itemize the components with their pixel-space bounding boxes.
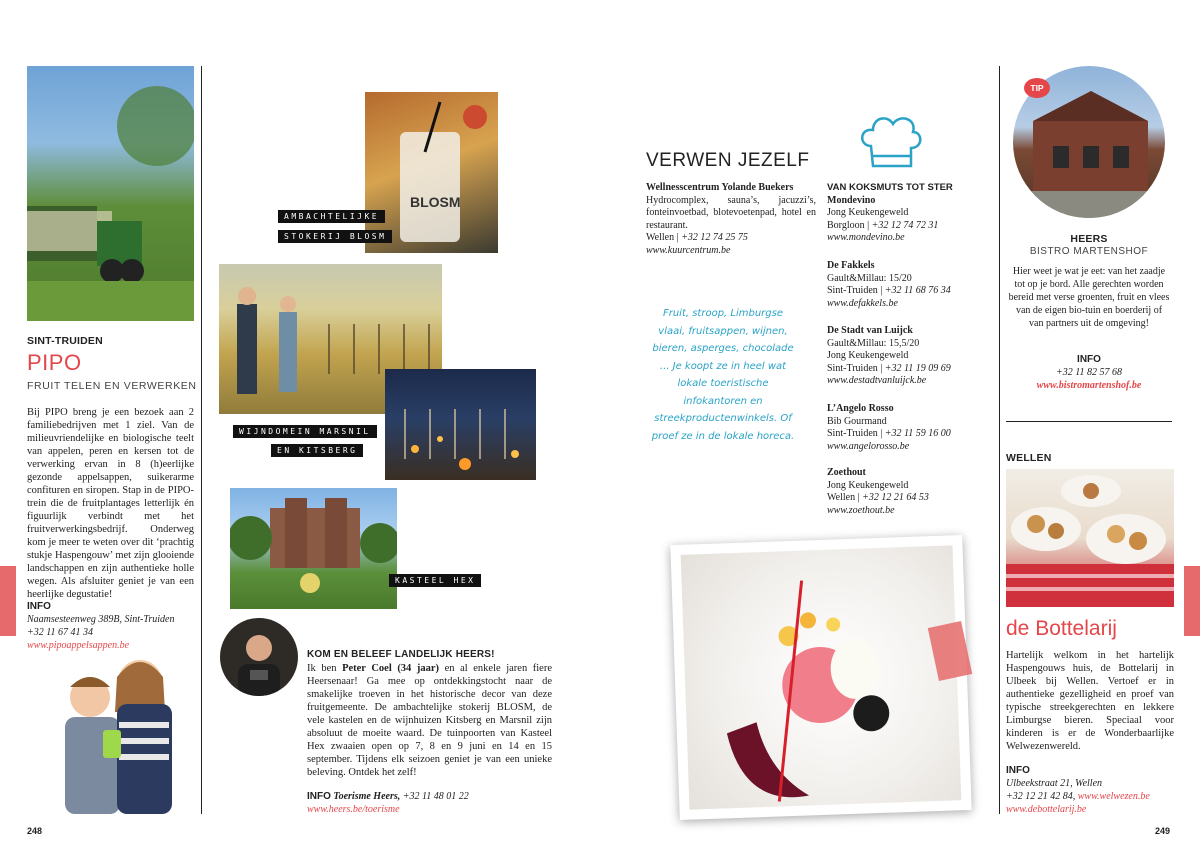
pipo-train-photo — [27, 66, 194, 321]
pipo-url[interactable]: www.pipoappelsappen.be — [27, 640, 130, 651]
heers-story-heading: KOM EN BELEEF LANDELIJK HEERS! — [307, 649, 495, 660]
wellness-url[interactable]: www.kuurcentrum.be — [646, 244, 731, 256]
kasteel-hex-photo — [230, 488, 397, 609]
right-edge-tab — [1184, 566, 1200, 636]
heers-story-body: Ik ben Peter Coel (34 jaar) en al enkele jaren fiere Heersenaar! Ga mee op ontdekkingstocht naar de smakelijke troeven in het historische decor van deze fruitgemeente. De ambachtelijke stokerij BLOSM, de vele kastelen en de wijnhuizen Kitsberg en Marsnil zijn absoluut de moeite waard. De tuinpoorten van Kasteel Hex zwaaien open op 7, 8 en 9 juni en 14 en 15 september. Tijdens elk seizoen geniet je van een unieke beleving. Ontdek het zelf! — [307, 663, 553, 778]
pipo-info-label: INFO — [27, 601, 51, 612]
restaurant-mondevino: VAN KOKSMUTS TOT STER Mondevino Jong Keukengeweld Borgloon | +32 12 74 72 31 www.mondevino.be — [827, 182, 953, 243]
page-number-left: 248 — [27, 826, 43, 836]
pipo-title: PIPO — [27, 350, 82, 375]
pipo-phone: +32 11 67 41 34 — [27, 627, 94, 638]
tip-badge: TIP — [1024, 78, 1050, 98]
blosm-label-2: STOKERIJ BLOSM — [278, 230, 392, 243]
left-edge-tab — [0, 566, 16, 636]
heers-story-url[interactable]: www.heers.be/toerisme — [307, 804, 400, 815]
bistro-body: Hier weet je wat je eet: van het zaadje tot op je bord. Alle gerechten worden bereid met verse groenten, fruit en vlees van de eigen bio-tuin en boerderij of van partners uit de omgeving! — [1008, 266, 1170, 329]
bottelarij-phone-line: +32 12 21 42 84, www.welwezen.be — [1006, 791, 1150, 802]
page-number-right: 249 — [1155, 826, 1171, 836]
vineyard-night-photo — [385, 369, 536, 480]
bistro-url[interactable]: www.bistromartenshof.be — [1036, 380, 1142, 391]
blosm-label-1: AMBACHTELIJKE — [278, 210, 385, 223]
restaurant-angelo-rosso: L’Angelo Rosso Bib Gourmand Sint-Truiden | +32 11 59 16 00 www.angelorosso.be — [827, 403, 951, 452]
wijndomein-label-2: EN KITSBERG — [271, 444, 363, 457]
svg-text:BLOSM: BLOSM — [410, 194, 461, 210]
bottelarij-title: de Bottelarij — [1006, 617, 1117, 640]
bottelarij-food-photo — [1006, 469, 1174, 607]
restaurant-stadt-van-luijck: De Stadt van Luijck Gault&Millau: 15,5/20 Jong Keukengeweld Sint-Truiden | +32 11 19 09 69 www.destadtvanluijck.be — [827, 325, 951, 386]
kids-photo — [55, 652, 180, 814]
wellness-entry: Wellnesscentrum Yolande Buekers Hydrocomplex, sauna’s, jacuzzi’s, fonteinvoetbad, blotevoetenpad, hotel en restaurant. Wellen | +32 12 74 25 75 www.kuurcentrum.be — [646, 182, 816, 256]
right-column-divider — [1006, 421, 1172, 422]
bottelarij-info-label: INFO — [1006, 765, 1030, 776]
restaurant-de-fakkels: De Fakkels Gault&Millau: 15/20 Sint-Truiden | +32 11 68 76 34 www.defakkels.be — [827, 260, 951, 309]
heers-story-info: INFO Toerisme Heers, +32 11 48 01 22 — [307, 791, 469, 802]
welwezen-url[interactable]: www.welwezen.be — [1077, 791, 1150, 802]
heers-kicker: HEERS — [1070, 233, 1108, 245]
bistro-phone: +32 11 82 57 68 — [1055, 367, 1122, 378]
wijndomein-label-1: WIJNDOMEIN MARSNIL — [233, 425, 377, 438]
bottelarij-address: Ulbeekstraat 21, Wellen — [1006, 778, 1103, 789]
bistro-info-label: INFO — [1077, 354, 1101, 365]
pipo-kicker: SINT-TRUIDEN — [27, 335, 103, 347]
verwen-title: VERWEN JEZELF — [646, 150, 810, 171]
kasteel-label: KASTEEL HEX — [389, 574, 481, 587]
blosm-photo — [365, 92, 498, 253]
dessert-photo — [681, 545, 962, 809]
dessert-polaroid — [670, 535, 971, 820]
restaurant-zoethout: Zoethout Jong Keukengeweld Wellen | +32 12 21 64 53 www.zoethout.be — [827, 467, 929, 516]
chef-hat-icon — [857, 112, 923, 177]
bottelarij-url[interactable]: www.debottelarij.be — [1006, 804, 1087, 815]
heers-story-name: Peter Coel (34 jaar) — [342, 663, 440, 674]
peter-coel-portrait — [220, 618, 298, 696]
bistro-subtitle: BISTRO MARTENSHOF — [1029, 246, 1149, 257]
column-divider-right — [999, 66, 1000, 814]
pipo-body: Bij PIPO breng je een bezoek aan 2 familiebedrijven met 1 ziel. Van de milieuvriendelijke en biologische teelt van appelen, peren en kersen tot de verwerking ervan in 8 (h)eerlijke gezonde appelsappen, suikerarme confituren en siropen. Stap in de PIPO-trein die de fruitplantages letterlijk én figuurlijk verbindt met het fruitverwerkingsbedrijf. Onderweg kom je meer te weten over dit ‘prachtig stukje Haspengouw’ met zijn glooiende landschappen en zijn authentieke holle wegen. Als afsluiter geniet je van een heerlijke degustatie! — [27, 407, 194, 600]
bottelarij-body: Hartelijk welkom in het hartelijk Haspengouws huis, de Bottelarij in Ulbeek bij Wellen. Vertoef er in authentieke gezelligheid en proef van typische streekgerechten en lekkere Limburgse bieren. Speciaal voor kinderen is er de Wonderbaarlijke Welwezenwereld. — [1006, 650, 1174, 752]
column-divider-left — [201, 66, 202, 814]
pipo-subtitle: FRUIT TELEN EN VERWERKEN — [27, 380, 197, 392]
wellen-kicker: WELLEN — [1006, 452, 1052, 464]
streekproducten-quote: Fruit, stroop, Limburgse vlaai, fruitsappen, wijnen, bieren, asperges, chocolade ... Je koopt ze in heel wat lokale toeristische infokantoren en streekproductenwinkels. Of proef ze in de lokale horeca. — [651, 308, 795, 442]
pipo-address: Naamsesteenweg 389B, Sint-Truiden — [27, 614, 175, 625]
